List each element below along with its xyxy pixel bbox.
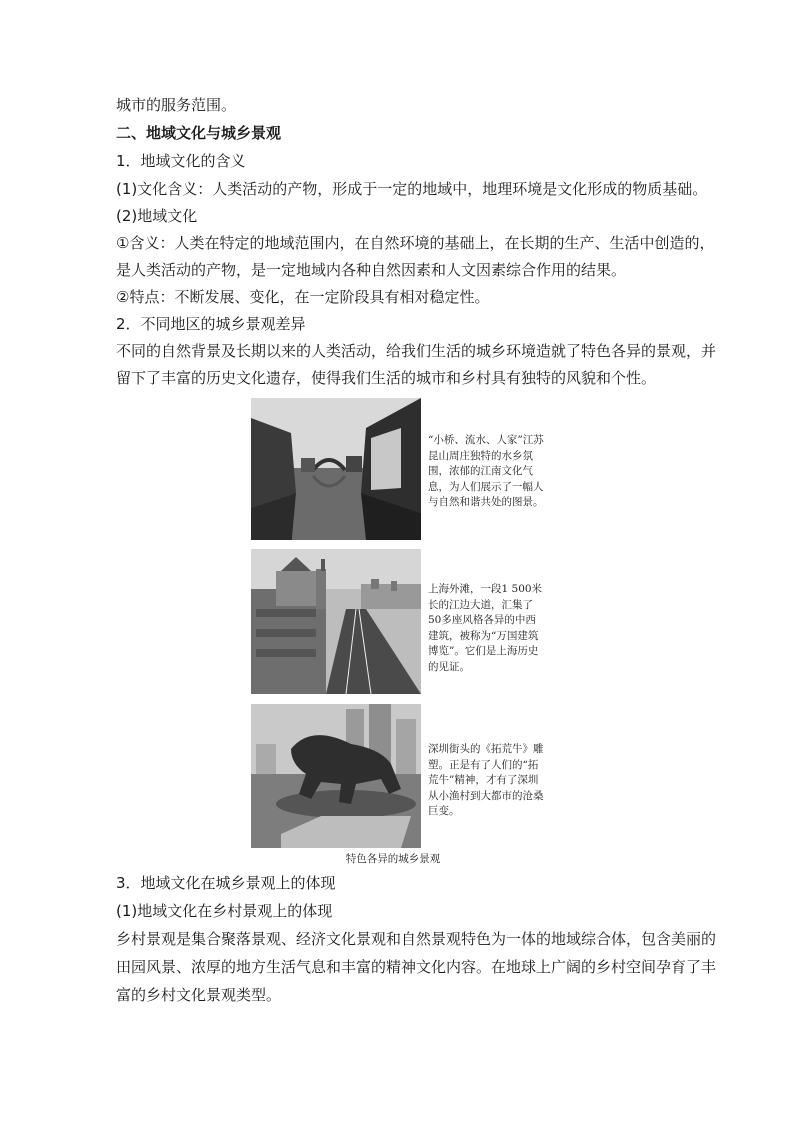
text-line: 留下了丰富的历史文化遗存，使得我们生活的城市和乡村具有独特的风貌和个性。 <box>116 369 657 387</box>
water-town-photo <box>251 398 421 540</box>
bund-photo <box>251 549 421 694</box>
text-line: 乡村景观是集合聚落景观、经济文化景观和自然景观特色为一体的地域综合体，包含美丽的 <box>116 930 717 948</box>
section-heading: 二、地域文化与城乡景观 <box>116 124 282 142</box>
text-line: 不同的自然背景及长期以来的人类活动，给我们生活的城乡环境造就了特色各异的景观，并 <box>116 342 717 360</box>
text-line: 田园风景、浓厚的地方生活气息和丰富的精神文化内容。在地球上广阔的乡村空间孕育了丰 <box>116 958 717 976</box>
text-line: ①含义：人类在特定的地域范围内，在自然环境的基础上，在长期的生产、生活中创造的， <box>116 234 715 252</box>
bull-sculpture-photo <box>251 704 421 848</box>
figure-caption: 特色各异的城乡景观 <box>345 853 441 865</box>
photo-caption: 深圳街头的《拓荒牛》雕塑。正是有了人们的“拓荒牛”精神，才有了深圳从小渔村到大都市的沧桑巨变。 <box>428 743 544 817</box>
subsection-heading: 2．不同地区的城乡景观差异 <box>116 315 306 333</box>
text-line: 是人类活动的产物，是一定地域内各种自然因素和人文因素综合作用的结果。 <box>116 261 627 279</box>
photo-caption: 上海外滩，一段1 500米长的江边大道，汇集了50多座风格各异的中西建筑，被称为“万国建筑博览”。它们是上海历史的见证。 <box>428 583 543 673</box>
text-line: (1)地域文化在乡村景观上的体现 <box>116 902 333 920</box>
text-line: ②特点：不断发展、变化，在一定阶段具有相对稳定性。 <box>116 288 490 306</box>
subsection-heading: 1．地域文化的含义 <box>116 152 246 170</box>
text-line: 城市的服务范围。 <box>116 96 237 114</box>
subsection-heading: 3．地域文化在城乡景观上的体现 <box>116 874 336 892</box>
text-line: 富的乡村文化景观类型。 <box>116 986 282 1004</box>
text-line: (2)地域文化 <box>116 207 198 225</box>
photo-caption: “小桥、流水、人家”江苏昆山周庄独特的水乡氛围，浓郁的江南文化气息，为人们展示了一幅人与自然和谐共处的图景。 <box>428 434 544 508</box>
text-line: (1)文化含义：人类活动的产物，形成于一定的地域中，地理环境是文化形成的物质基础。 <box>116 180 708 198</box>
